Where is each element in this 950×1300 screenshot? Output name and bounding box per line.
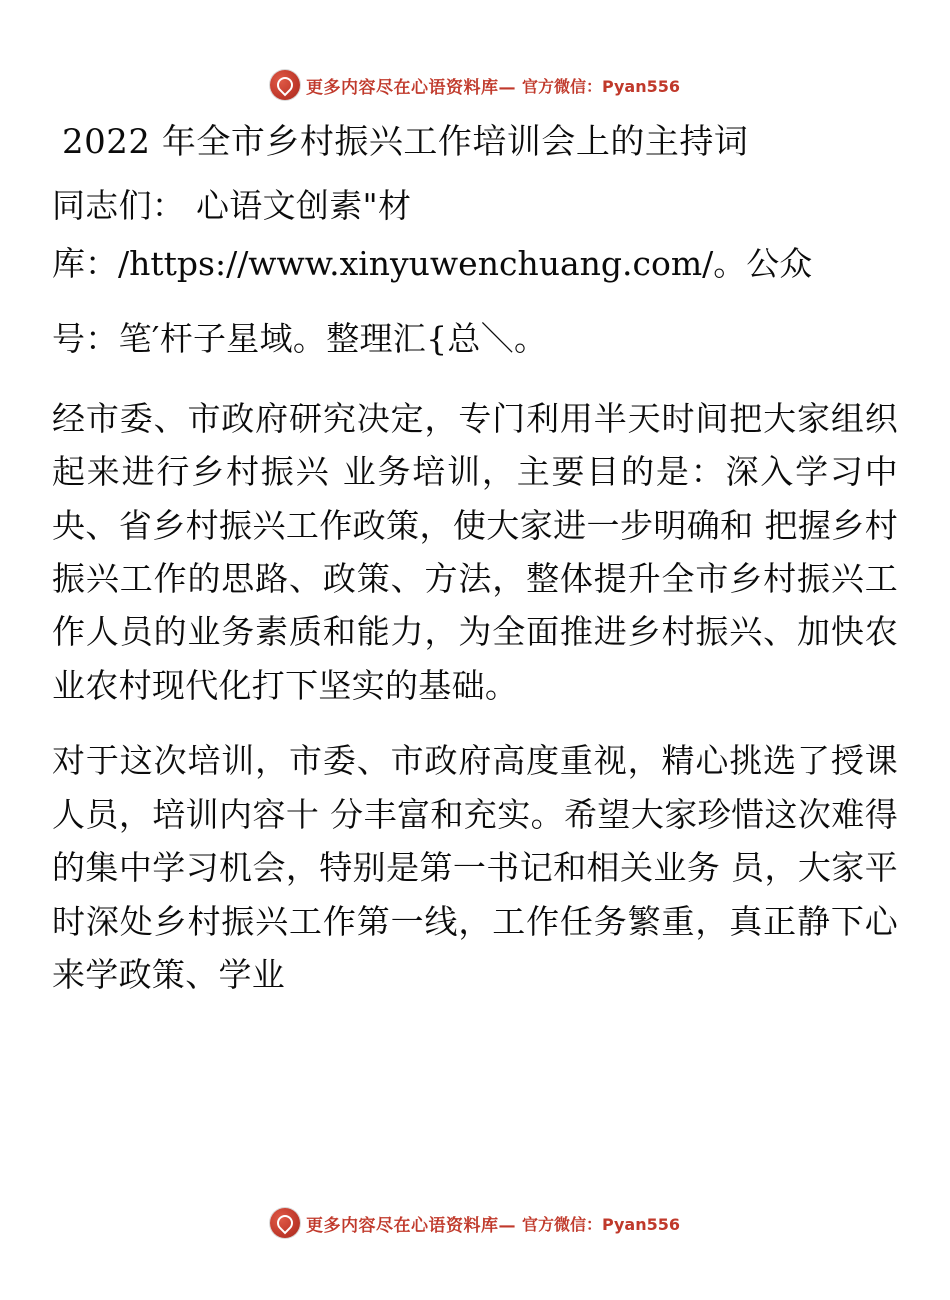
watermark-banner-bottom: [0, 1208, 950, 1238]
location-pin-icon: [270, 70, 300, 100]
watermark-text: 更多内容尽在心语资料库—: [305, 77, 516, 98]
source-line-1: 库：/https://www.xinyuwenchuang.com/。公众: [52, 243, 813, 283]
watermark-contact: 官方微信：Pyan556: [521, 1214, 681, 1234]
watermark-text: 更多内容尽在心语资料库—: [305, 1215, 516, 1236]
paragraph-1: 经市委、市政府研究决定，专门利用半天时间把大家组织起来进行乡村振兴 业务培训，主要目的是：深入学习中央、省乡村振兴工作政策，使大家进一步明确和 把握乡村振兴工作的思路、政策、方法，整体提升全市乡村振兴工作人员的业务素质和能力，为全面推进乡村振兴、加快农业农村现代化打下坚实的基础。: [52, 398, 898, 705]
watermark-banner-top: [52, 70, 898, 100]
document-page: [0, 70, 950, 1300]
source-line-2: 号：笔′杆子星域。整理汇{总＼。: [52, 319, 548, 359]
paragraph-2: 对于这次培训，市委、市政府高度重视，精心挑选了授课人员，培训内容十 分丰富和充实。希望大家珍惜这次难得的集中学习机会，特别是第一书记和相关业务 员，大家平时深处乡村振兴工作第一线，工作任务繁重，真正静下心来学政策、学业: [52, 741, 898, 995]
location-pin-icon: [270, 1208, 300, 1238]
document-body: [52, 118, 898, 1002]
page-title: 2022 年全市乡村振兴工作培训会上的主持词: [62, 122, 749, 162]
watermark-contact: 官方微信：Pyan556: [521, 76, 681, 96]
salutation-line: 同志们： 心语文创素"材: [52, 186, 412, 226]
